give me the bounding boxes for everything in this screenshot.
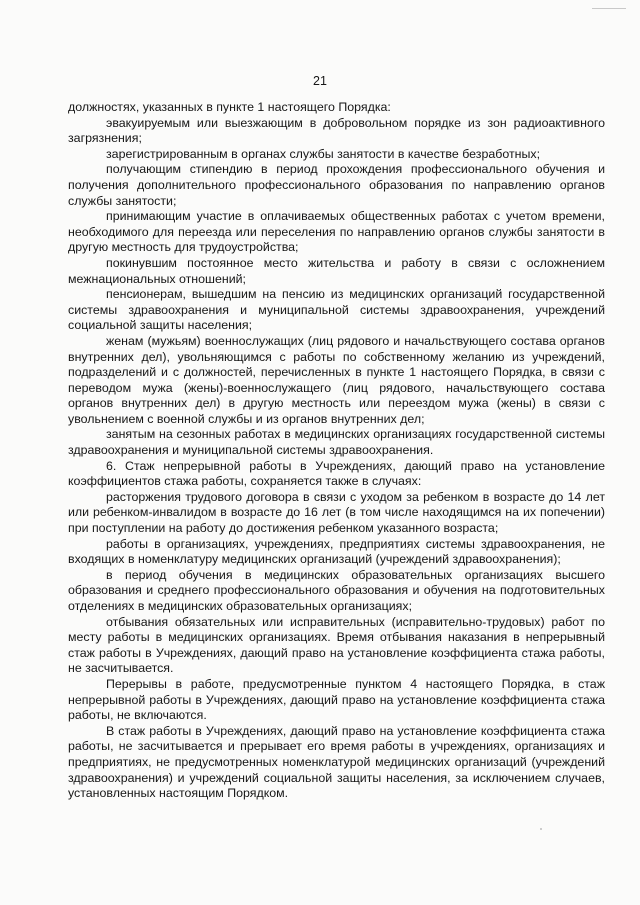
paragraph-stipend: получающим стипендию в период прохождения профессионального обучения и получения дополнительного профессионального образования по направлению органов службы занятости; <box>68 162 605 208</box>
paragraph-section-6: 6. Стаж непрерывной работы в Учреждениях, дающий право на установление коэффициентов стажа работы, сохраняется также в случаях: <box>68 458 605 489</box>
paragraph-pensioners: пенсионерам, вышедшим на пенсию из медицинских организаций государственной системы здравоохранения и муниципальной системы здравоохранения, учреждений социальной защиты населения; <box>68 287 605 333</box>
paragraph-interethnic: покинувшим постоянное место жительства и работу в связи с осложнением межнациональных отношений; <box>68 255 605 286</box>
paragraph-public-works: принимающим участие в оплачиваемых общественных работах с учетом времени, необходимого для переезда или переселения по направлению органов службы занятости в другую местность для трудоустройства; <box>68 209 605 255</box>
paragraph-health-system-work: работы в организациях, учреждениях, предприятиях системы здравоохранения, не входящих в номенклатуру медицинских организаций (учреждений здравоохранения); <box>68 536 605 567</box>
paragraph-childcare: расторжения трудового договора в связи с уходом за ребенком в возрасте до 14 лет или ребенком-инвалидом в возрасте до 16 лет (в том числе находящимся на их попечении) при поступлении на работу до достижения ребенком указанного возраста; <box>68 489 605 536</box>
paragraph-military-spouses: женам (мужьям) военнослужащих (лиц рядового и начальствующего состава органов внутренних дел), увольняющимся с работы по собственному желанию из учреждений, подразделений и с должностей, перечисленных в пункте 1 настоящего Порядка, в связи с переводом мужа (жены)-военнослужащего (лиц рядового, начальствующего состава органов внутренних дел) в другую местность или переездом мужа (жены) в связи с увольнением с военной службы и из органов внутренних дел; <box>68 333 605 426</box>
paragraph-unemployed: зарегистрированным в органах службы занятости в качестве безработных; <box>106 146 541 161</box>
paragraph-seasonal: занятым на сезонных работах в медицинских организациях государственной системы здравоохранения и муниципальной системы здравоохранения. <box>68 427 605 458</box>
scan-artifact-dot <box>540 828 542 830</box>
scan-artifact <box>592 8 626 9</box>
paragraph-continuation: должностях, указанных в пункте 1 настоящего Порядка: <box>68 100 391 114</box>
paragraph-evacuated: эвакуируемым или выезжающим в добровольном порядке из зон радиоактивного загрязнения; <box>68 115 605 146</box>
paragraph-interruption: В стаж работы в Учреждениях, дающий право на установление коэффициента стажа работы, не засчитывается и прерывает его время работы в учреждениях, организациях и предприятиях, не предусмотренных номенклатурой медицинских организаций (учреждений здравоохранения) и учреждений социальной защиты населения, за исключением случаев, установленных настоящим Порядком. <box>68 723 605 801</box>
paragraph-education: в период обучения в медицинских образовательных организациях высшего образования и среднего профессионального образования и обучения на подготовительных отделениях в медицинских образовательных организациях; <box>68 567 605 613</box>
page-number: 21 <box>313 74 327 88</box>
document-body <box>68 100 605 802</box>
paragraph-breaks: Перерывы в работе, предусмотренные пунктом 4 настоящего Порядка, в стаж непрерывной работы в Учреждениях, дающий право на установление коэффициента стажа работы, не включаются. <box>68 676 605 723</box>
paragraph-correctional-work: отбывания обязательных или исправительных (исправительно-трудовых) работ по месту работы в медицинских организациях. Время отбывания наказания в непрерывный стаж работы в Учреждениях, дающий право на установление коэффициента стажа работы, не засчитывается. <box>68 614 605 676</box>
